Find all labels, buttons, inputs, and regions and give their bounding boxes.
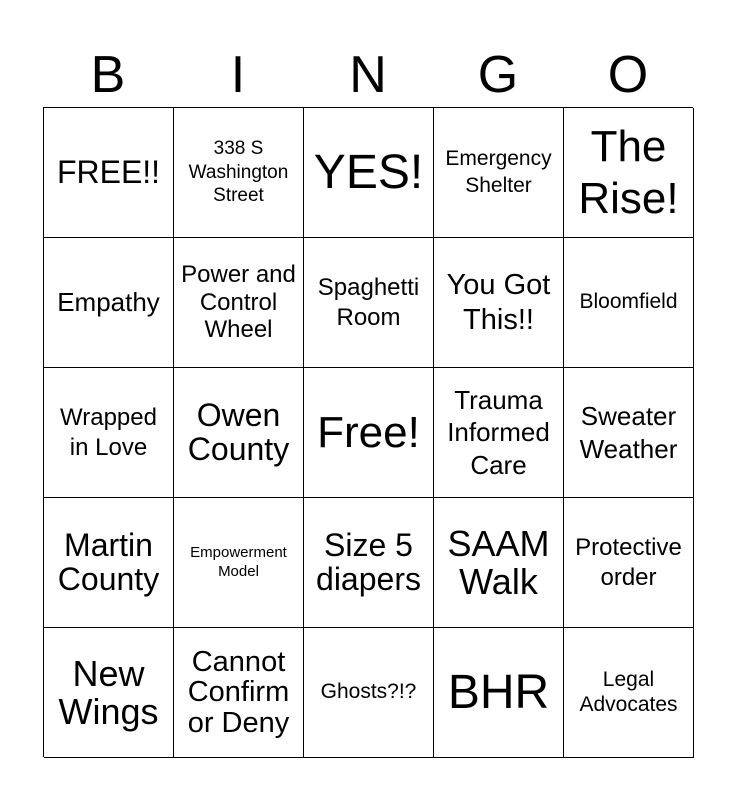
bingo-cell-label: Trauma Informed Care <box>447 385 550 480</box>
bingo-cell-r4-c2[interactable] <box>174 498 304 628</box>
bingo-cell-label: Wrapped in Love <box>60 403 157 461</box>
header-letter-o: O <box>607 46 649 104</box>
bingo-cell-r1-c4[interactable] <box>434 108 564 238</box>
bingo-cell-r1-c1[interactable] <box>44 108 174 238</box>
bingo-cell-label: FREE!! <box>56 153 161 190</box>
bingo-cell-r4-c5[interactable] <box>564 498 694 628</box>
bingo-cell-r5-c2[interactable] <box>174 628 304 758</box>
bingo-cell-label: 338 S Washington Street <box>188 138 289 207</box>
bingo-cell-label: Ghosts?!? <box>320 680 417 704</box>
bingo-board <box>43 107 693 757</box>
bingo-cell-label: Emergency Shelter <box>445 147 552 197</box>
bingo-cell-label: New Wings <box>58 652 159 732</box>
bingo-cell-label: Cannot Confirm or Deny <box>187 645 290 739</box>
bingo-cell-label: Protective order <box>575 533 682 591</box>
bingo-cell-label: Bloomfield <box>579 290 678 314</box>
bingo-cell-r4-c3[interactable] <box>304 498 434 628</box>
bingo-cell-r5-c1[interactable] <box>44 628 174 758</box>
header-letter-g: G <box>477 46 519 104</box>
bingo-cell-r4-c1[interactable] <box>44 498 174 628</box>
bingo-cell-r3-c2[interactable] <box>174 368 304 498</box>
bingo-cell-r3-c4[interactable] <box>434 368 564 498</box>
bingo-cell-r1-c2[interactable] <box>174 108 304 238</box>
header-letter-i: I <box>230 46 246 104</box>
bingo-header <box>43 40 693 110</box>
bingo-cell-r3-c5[interactable] <box>564 368 694 498</box>
bingo-cell-label: Sweater Weather <box>579 401 678 464</box>
bingo-cell-r2-c3[interactable] <box>304 238 434 368</box>
bingo-cell-label: Legal Advocates <box>579 667 678 716</box>
bingo-cell-r2-c1[interactable] <box>44 238 174 368</box>
bingo-cell-label: YES! <box>313 145 424 199</box>
bingo-cell-label: The Rise! <box>578 121 679 223</box>
bingo-cell-r4-c4[interactable] <box>434 498 564 628</box>
bingo-cell-label: Spaghetti Room <box>317 273 420 331</box>
bingo-cell-r2-c4[interactable] <box>434 238 564 368</box>
bingo-cell-r3-c1[interactable] <box>44 368 174 498</box>
bingo-cell-label: You Got This!! <box>446 269 551 336</box>
bingo-cell-label: Empathy <box>57 287 160 318</box>
bingo-cell-label: Owen County <box>187 396 290 467</box>
bingo-cell-label: Empowerment Model <box>190 543 287 580</box>
bingo-cell-label: Size 5 diapers <box>316 526 421 597</box>
bingo-cell-r3-c3[interactable] <box>304 368 434 498</box>
bingo-cell-label: SAAM Walk <box>447 522 550 602</box>
bingo-cell-label: Martin County <box>57 526 160 597</box>
bingo-cell-r2-c5[interactable] <box>564 238 694 368</box>
bingo-cell-label: Free! <box>317 407 420 457</box>
bingo-cell-r5-c4[interactable] <box>434 628 564 758</box>
header-letter-n: N <box>349 46 387 104</box>
bingo-cell-r1-c3[interactable] <box>304 108 434 238</box>
bingo-cell-r1-c5[interactable] <box>564 108 694 238</box>
header-letter-b: B <box>90 46 126 104</box>
bingo-cell-r2-c2[interactable] <box>174 238 304 368</box>
bingo-cell-label: Power and Control Wheel <box>181 260 296 344</box>
bingo-cell-label: BHR <box>447 665 550 719</box>
bingo-cell-r5-c5[interactable] <box>564 628 694 758</box>
bingo-cell-r5-c3[interactable] <box>304 628 434 758</box>
